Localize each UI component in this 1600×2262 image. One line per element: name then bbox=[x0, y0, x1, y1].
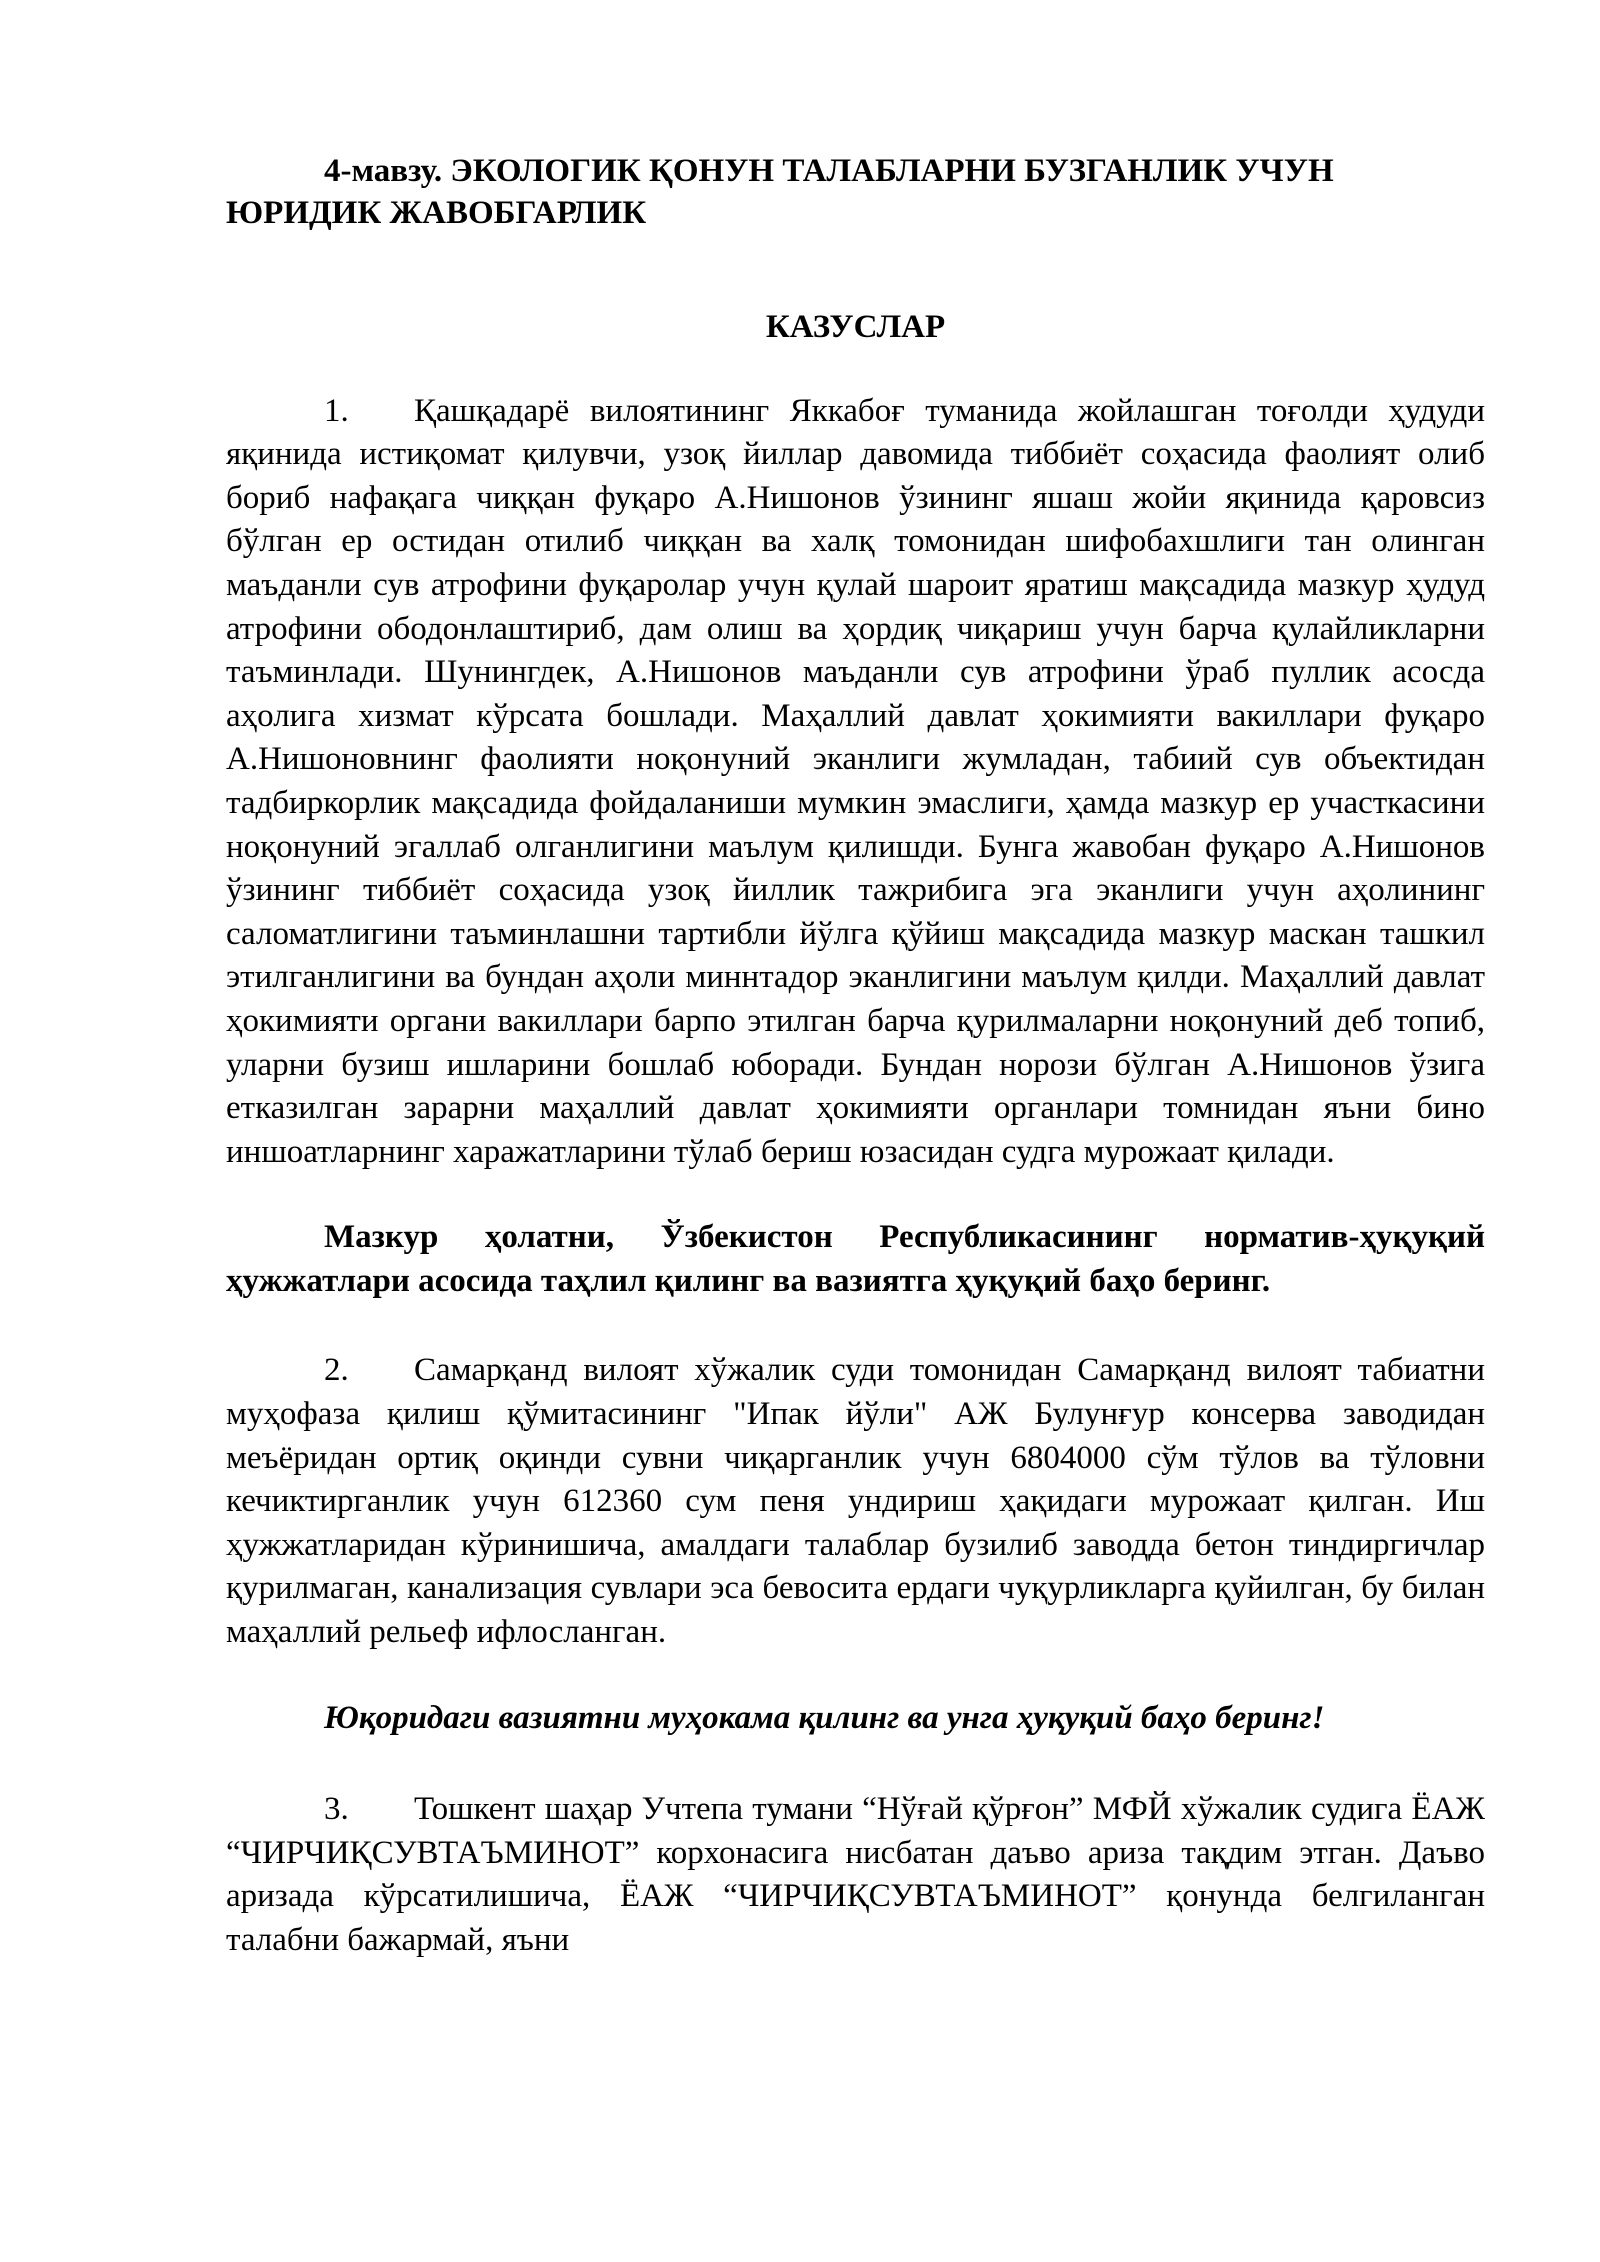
case-3-number: 3. bbox=[324, 1791, 349, 1828]
case-1-text: Қашқадарё вилоятининг Яккабоғ туманида жойлашган тоғолди ҳудуди яқинида истиқомат қилувчи, узоқ йиллар давомида тиббиёт соҳасида фаолият олиб бориб нафақага чиққан фуқаро А.Нишонов ўзининг яшаш жойи яқинида қаровсиз бўлган ер остидан отилиб чиққан ва халқ томонидан шифобахшлиги тан олинган маъданли сув атрофини фуқаролар учун қулай шароит яратиш мақсадида мазкур ҳудуд атрофини ободонлаштириб, дам олиш ва ҳордиқ чиқариш учун барча қулайликларни таъминлади. Шунингдек, А.Нишонов маъданли сув атрофини ўраб пуллик асосда аҳолига хизмат кўрсата бошлади. Маҳаллий давлат ҳокимияти вакиллари фуқаро А.Нишоновнинг фаолияти ноқонуний эканлиги жумладан, табиий сув объектидан тадбиркорлик мақсадида фойдаланиши мумкин эмаслиги, ҳамда мазкур ер участкасини ноқонуний эгаллаб олганлигини маълум қилишди. Бунга жавобан фуқаро А.Нишонов ўзининг тиббиёт соҳасида узоқ йиллик тажрибига эга эканлиги учун аҳолининг саломатлигини таъминлашни тартибли йўлга қўйиш мақсадида мазкур маскан ташкил этилганлигини ва бундан аҳоли миннтадор эканлигини маълум қилди. Маҳаллий давлат ҳокимияти органи вакиллари барпо этилган барча қурилмаларни ноқонуний деб топиб, уларни бузиш ишларини бошлаб юборади. Бундан норози бўлган А.Нишонов ўзига етказилган зарарни маҳаллий давлат ҳокимияти органлари томнидан яъни бино иншоатларнинг харажатларини тўлаб бериш юзасидан судга мурожаат қилади. bbox=[226, 392, 1485, 1170]
case-2-number: 2. bbox=[324, 1352, 349, 1389]
case-2-question: Юқоридаги вазиятни муҳокама қилинг ва унга ҳуқуқий баҳо беринг! bbox=[324, 1699, 1325, 1736]
case-2-text: Самарқанд вилоят хўжалик суди томонидан Самарқанд вилоят табиатни муҳофаза қилиш қўмитасининг "Ипак йўли" АЖ Булунғур консерва заводидан меъёридан ортиқ оқинди сувни чиқарганлик учун 6804000 сўм тўлов ва тўловни кечиктирганлик учун 612360 сум пеня ундириш ҳақидаги мурожаат қилган. Иш ҳужжатларидан кўринишича, амалдаги талаблар бузилиб заводда бетон тиндиргичлар қурилмаган, канализация сувлари эса бевосита ердаги чуқурликларга қуйилган, бу билан маҳаллий рельеф ифлосланган. bbox=[226, 1352, 1485, 1651]
case-1-question: Мазкур ҳолатни, Ўзбекистон Республикасининг норматив-ҳуқуқий ҳужжатлари асосида таҳлил қилинг ва вазиятга ҳуқуқий баҳо беринг. bbox=[226, 1219, 1485, 1299]
case-3-paragraph bbox=[226, 1788, 1485, 1962]
case-2-paragraph bbox=[226, 1349, 1485, 1654]
case-3-text: Тошкент шаҳар Учтепа тумани “Нўғай қўрғон” МФЙ хўжалик судига ЁАЖ “ЧИРЧИҚСУВТАЪМИНОТ” корхонасига нисбатан даъво ариза тақдим этган. Даъво аризада кўрсатилишича, ЁАЖ “ЧИРЧИҚСУВТАЪМИНОТ” қонунда белгиланган талабни бажармай, яъни bbox=[226, 1791, 1485, 1958]
section-heading: КАЗУСЛАР bbox=[765, 309, 946, 345]
document-title: 4-мавзу. ЭКОЛОГИК ҚОНУН ТАЛАБЛАРНИ БУЗГАНЛИК УЧУН ЮРИДИК ЖАВОБГАРЛИК bbox=[226, 153, 1334, 231]
case-1-paragraph bbox=[226, 390, 1485, 1175]
case-1-number: 1. bbox=[324, 392, 349, 429]
